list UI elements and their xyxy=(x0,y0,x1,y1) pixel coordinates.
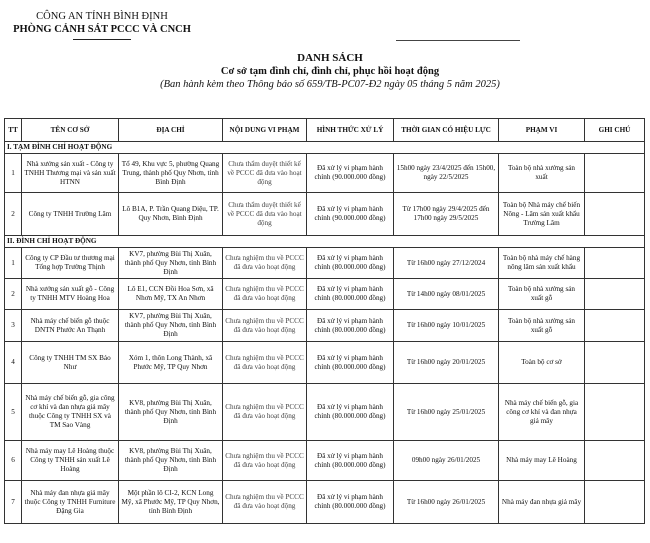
table-row xyxy=(5,310,645,342)
cell-violation: Chưa nghiệm thu về PCCC đã đưa vào hoạt động xyxy=(223,384,307,441)
cell-scope: Nhà máy chế biến gỗ, gia công cơ khí và đan nhựa giả mây xyxy=(499,384,585,441)
cell-handling: Đã xử lý vi phạm hành chính (90.000.000 đồng) xyxy=(307,193,394,236)
cell-scope: Nhà máy may Lê Hoàng xyxy=(499,441,585,481)
cell-handling: Đã xử lý vi phạm hành chính (80.000.000 đồng) xyxy=(307,384,394,441)
cell-address: KV8, phường Bùi Thị Xuân, thành phố Quy Nhơn, tỉnh Bình Định xyxy=(119,441,223,481)
cell-time: Từ 17h00 ngày 29/4/2025 đến 17h00 ngày 29/5/2025 xyxy=(394,193,499,236)
cell-address: KV7, phường Bùi Thị Xuân, thành phố Quy Nhơn, tỉnh Bình Định xyxy=(119,248,223,279)
cell-handling: Đã xử lý vi phạm hành chính (80.000.000 đồng) xyxy=(307,279,394,310)
agency-line1: CÔNG AN TỈNH BÌNH ĐỊNH xyxy=(36,11,168,22)
cell-note xyxy=(585,481,645,524)
cell-violation: Chưa nghiệm thu về PCCC đã đưa vào hoạt động xyxy=(223,342,307,384)
cell-tt: 2 xyxy=(5,279,22,310)
right-header-rule xyxy=(396,40,520,41)
col-address: ĐỊA CHỈ xyxy=(119,119,223,142)
cell-handling: Đã xử lý vi phạm hành chính (80.000.000 đồng) xyxy=(307,310,394,342)
section-label: I. TẠM ĐÌNH CHỈ HOẠT ĐỘNG xyxy=(5,142,645,154)
cell-name: Nhà máy chế biến gỗ, gia công cơ khí và đan nhựa giả mây thuộc Công ty TNHH SX và TM Sao Vàng xyxy=(22,384,119,441)
cell-note xyxy=(585,154,645,193)
cell-tt: 2 xyxy=(5,193,22,236)
document-title: DANH SÁCH xyxy=(297,52,363,64)
cell-address: Lô E1, CCN Đồi Hoa Sơn, xã Nhơn Mỹ, TX An Nhơn xyxy=(119,279,223,310)
table-row xyxy=(5,441,645,481)
cell-time: 15h00 ngày 23/4/2025 đến 15h00, ngày 22/5/2025 xyxy=(394,154,499,193)
agency-underline xyxy=(73,39,131,40)
cell-note xyxy=(585,248,645,279)
cell-scope: Toàn bộ nhà xưởng sản xuất xyxy=(499,154,585,193)
cell-violation: Chưa nghiệm thu về PCCC đã đưa vào hoạt động xyxy=(223,279,307,310)
cell-tt: 6 xyxy=(5,441,22,481)
table-row xyxy=(5,342,645,384)
col-handling: HÌNH THỨC XỬ LÝ xyxy=(307,119,394,142)
cell-tt: 4 xyxy=(5,342,22,384)
cell-name: Nhà xưởng sản xuất gỗ - Công ty TNHH MTV Hoàng Hoa xyxy=(22,279,119,310)
cell-violation: Chưa thẩm duyệt thiết kế về PCCC đã đưa vào hoạt động xyxy=(223,154,307,193)
cell-address: KV8, phường Bùi Thị Xuân, thành phố Quy Nhơn, tỉnh Bình Định xyxy=(119,384,223,441)
cell-name: Công ty TNHH TM SX Bảo Như xyxy=(22,342,119,384)
cell-name: Nhà máy may Lê Hoàng thuộc Công ty TNHH sản xuất Lê Hoàng xyxy=(22,441,119,481)
cell-violation: Chưa nghiệm thu về PCCC đã đưa vào hoạt động xyxy=(223,481,307,524)
table-row xyxy=(5,481,645,524)
cell-note xyxy=(585,310,645,342)
cell-name: Công ty TNHH Trường Lâm xyxy=(22,193,119,236)
cell-handling: Đã xử lý vi phạm hành chính (80.000.000 đồng) xyxy=(307,342,394,384)
cell-address: KV7, phường Bùi Thị Xuân, thành phố Quy Nhơn, tỉnh Bình Định xyxy=(119,310,223,342)
cell-tt: 5 xyxy=(5,384,22,441)
cell-name: Công ty CP Đầu tư thương mại Tổng hợp Trường Thịnh xyxy=(22,248,119,279)
cell-address: Xóm 1, thôn Long Thành, xã Phước Mỹ, TP Quy Nhơn xyxy=(119,342,223,384)
cell-scope: Nhà máy đan nhựa giả mây xyxy=(499,481,585,524)
agency-line2: PHÒNG CẢNH SÁT PCCC VÀ CNCH xyxy=(13,24,191,35)
cell-note xyxy=(585,279,645,310)
cell-time: Từ 16h00 ngày 10/01/2025 xyxy=(394,310,499,342)
facilities-table xyxy=(4,118,645,524)
table-header-row xyxy=(5,119,645,142)
cell-scope: Toàn bộ nhà máy chế hàng nông lâm sản xuất khẩu xyxy=(499,248,585,279)
cell-time: Từ 16h00 ngày 20/01/2025 xyxy=(394,342,499,384)
cell-violation: Chưa thẩm duyệt thiết kế về PCCC đã đưa vào hoạt động xyxy=(223,193,307,236)
agency-header xyxy=(12,10,192,40)
cell-handling: Đã xử lý vi phạm hành chính (80.000.000 đồng) xyxy=(307,481,394,524)
table-row xyxy=(5,384,645,441)
col-tt: TT xyxy=(5,119,22,142)
cell-note xyxy=(585,193,645,236)
cell-violation: Chưa nghiệm thu về PCCC đã đưa vào hoạt động xyxy=(223,310,307,342)
col-note: GHI CHÚ xyxy=(585,119,645,142)
cell-scope: Toàn bộ Nhà máy chế biến Nông - Lâm sản xuất khẩu Trường Lâm xyxy=(499,193,585,236)
cell-handling: Đã xử lý vi phạm hành chính (80.000.000 đồng) xyxy=(307,248,394,279)
document-subtitle: Cơ sở tạm đình chỉ, đình chỉ, phục hồi hoạt động xyxy=(220,66,440,77)
cell-address: Một phần lô CI-2, KCN Long Mỹ, xã Phước Mỹ, TP Quy Nhơn, tỉnh Bình Định xyxy=(119,481,223,524)
cell-time: Từ 14h00 ngày 08/01/2025 xyxy=(394,279,499,310)
cell-violation: Chưa nghiệm thu về PCCC đã đưa vào hoạt động xyxy=(223,248,307,279)
cell-name: Nhà xưởng sản xuất - Công ty TNHH Thương mại và sản xuất HTNN xyxy=(22,154,119,193)
cell-handling: Đã xử lý vi phạm hành chính (80.000.000 đồng) xyxy=(307,441,394,481)
table-row xyxy=(5,154,645,193)
cell-violation: Chưa nghiệm thu về PCCC đã đưa vào hoạt động xyxy=(223,441,307,481)
table-row xyxy=(5,248,645,279)
cell-tt: 1 xyxy=(5,154,22,193)
col-violation: NỘI DUNG VI PHẠM xyxy=(223,119,307,142)
cell-scope: Toàn bộ nhà xưởng sản xuất gỗ xyxy=(499,310,585,342)
section-label: II. ĐÌNH CHỈ HOẠT ĐỘNG xyxy=(5,236,645,248)
document-note: (Ban hành kèm theo Thông báo số 659/TB-PC07-Đ2 ngày 05 tháng 5 năm 2025) xyxy=(160,79,500,90)
table-row xyxy=(5,279,645,310)
col-name: TÊN CƠ SỞ xyxy=(22,119,119,142)
cell-note xyxy=(585,384,645,441)
cell-scope: Toàn bộ nhà xưởng sản xuất gỗ xyxy=(499,279,585,310)
section-row xyxy=(5,142,645,154)
col-scope: PHẠM VI xyxy=(499,119,585,142)
cell-address: Tổ 49, Khu vực 5, phường Quang Trung, thành phố Quy Nhơn, tỉnh Bình Định xyxy=(119,154,223,193)
cell-tt: 7 xyxy=(5,481,22,524)
cell-time: Từ 16h00 ngày 26/01/2025 xyxy=(394,481,499,524)
col-time: THỜI GIAN CÓ HIỆU LỰC xyxy=(394,119,499,142)
cell-time: 09h00 ngày 26/01/2025 xyxy=(394,441,499,481)
cell-handling: Đã xử lý vi phạm hành chính (90.000.000 đồng) xyxy=(307,154,394,193)
cell-scope: Toàn bộ cơ sở xyxy=(499,342,585,384)
cell-name: Nhà máy chế biến gỗ thuộc DNTN Phước An Thạnh xyxy=(22,310,119,342)
cell-note xyxy=(585,342,645,384)
table-row xyxy=(5,193,645,236)
cell-note xyxy=(585,441,645,481)
cell-time: Từ 16h00 ngày 27/12/2024 xyxy=(394,248,499,279)
cell-tt: 1 xyxy=(5,248,22,279)
cell-tt: 3 xyxy=(5,310,22,342)
section-row xyxy=(5,236,645,248)
cell-time: Từ 16h00 ngày 25/01/2025 xyxy=(394,384,499,441)
cell-name: Nhà máy đan nhựa giả mây thuộc Công ty TNHH Furniture Đặng Gia xyxy=(22,481,119,524)
cell-address: Lô B1A, P. Trần Quang Diệu, TP. Quy Nhơn, Bình Định xyxy=(119,193,223,236)
